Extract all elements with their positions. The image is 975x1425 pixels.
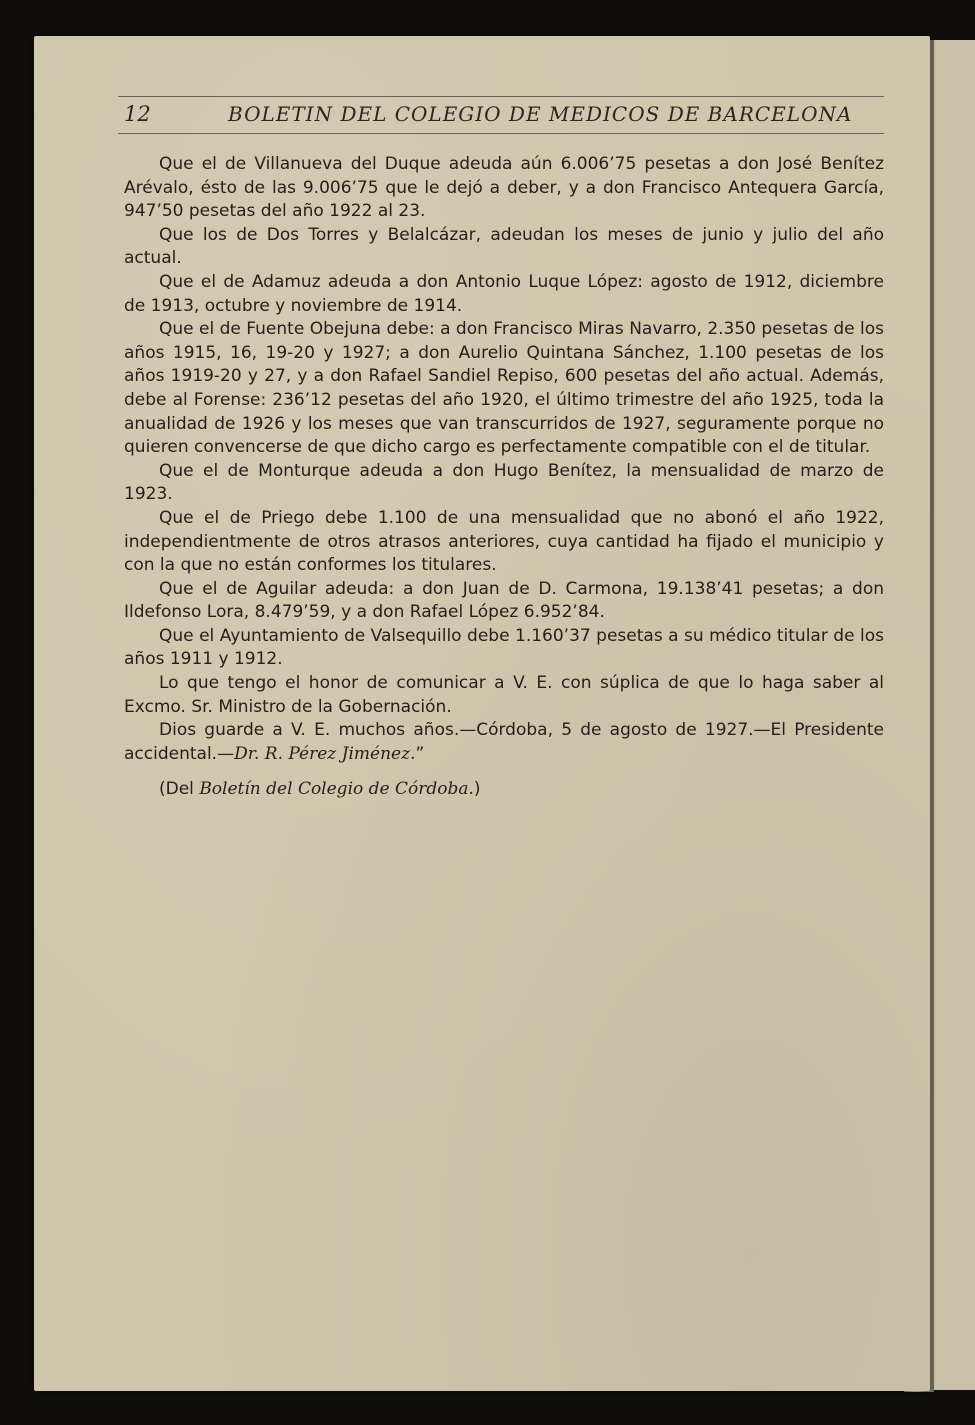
signature: Dr. R. Pérez Jiménez.	[234, 743, 416, 764]
paragraph-valsequillo: Que el Ayuntamiento de Valsequillo debe 1.160’37 pesetas a su médico titular de los años 1911 y 1912.	[124, 625, 884, 670]
paragraph-adamuz: Que el de Adamuz adeuda a don Antonio Luque López: agosto de 1912, diciembre de 1913, octubre y noviembre de 1914.	[124, 271, 884, 316]
running-header	[118, 96, 884, 134]
adjacent-page-edge	[934, 40, 975, 1390]
paragraph-priego: Que el de Priego debe 1.100 de una mensualidad que no abonó el año 1922, independientmente de otros atrasos anteriores, cuya cantidad ha fijado el municipio y con la que no están conformes los titulares.	[124, 507, 884, 576]
paragraph-aguilar: Que el de Aguilar adeuda: a don Juan de D. Carmona, 19.138’41 pesetas; a don Ildefonso Lora, 8.479’59, y a don Rafael López 6.952’84.	[124, 578, 884, 623]
article-body	[124, 153, 884, 802]
closing-paragraph	[124, 719, 884, 766]
paragraph-dos-torres: Que los de Dos Torres y Belalcázar, adeudan los meses de junio y julio del año actual.	[124, 224, 884, 269]
paragraph-monturque: Que el de Monturque adeuda a don Hugo Benítez, la mensualidad de marzo de 1923.	[124, 460, 884, 505]
closing-text: Dios guarde a V. E. muchos años.—Córdoba, 5 de agosto de 1927.—El Presidente accidental.—	[124, 720, 884, 764]
journal-title: BOLETIN DEL COLEGIO DE MEDICOS DE BARCELONA	[228, 102, 853, 126]
closing-quote: ”	[415, 743, 425, 764]
page-number: 12	[124, 102, 151, 126]
attribution-source: Boletín del Colegio de Córdoba.	[199, 779, 474, 800]
paragraph-villanueva: Que el de Villanueva del Duque adeuda aún 6.006’75 pesetas a don José Benítez Arévalo, ésto de las 9.006’75 que le dejó a deber, y a don Francisco Antequera García, 947’50 pesetas del año 1922 al 23.	[124, 154, 884, 222]
paragraph-request: Lo que tengo el honor de comunicar a V. E. con súplica de que lo haga saber al Excmo. Sr. Ministro de la Gobernación.	[124, 673, 884, 717]
attribution-close: )	[473, 779, 481, 800]
paragraph-fuente-obejuna: Que el de Fuente Obejuna debe: a don Francisco Miras Navarro, 2.350 pesetas de los años 1915, 16, 19-20 y 1927; a don Aurelio Quintana Sánchez, 1.100 pesetas de los años 1919-20 y 27, y a don Rafael Sandiel Repiso, 600 pesetas del año actual. Además, debe al Forense: 236’12 pesetas del año 1920, el último trimestre del año 1925, toda la anualidad de 1926 y los meses que van transcurridos de 1927, seguramente porque no quieren convencerse de que dicho cargo es perfectamente compatible con el de titular.	[124, 319, 884, 458]
attribution-open: (Del	[159, 779, 200, 800]
source-attribution	[124, 778, 884, 802]
